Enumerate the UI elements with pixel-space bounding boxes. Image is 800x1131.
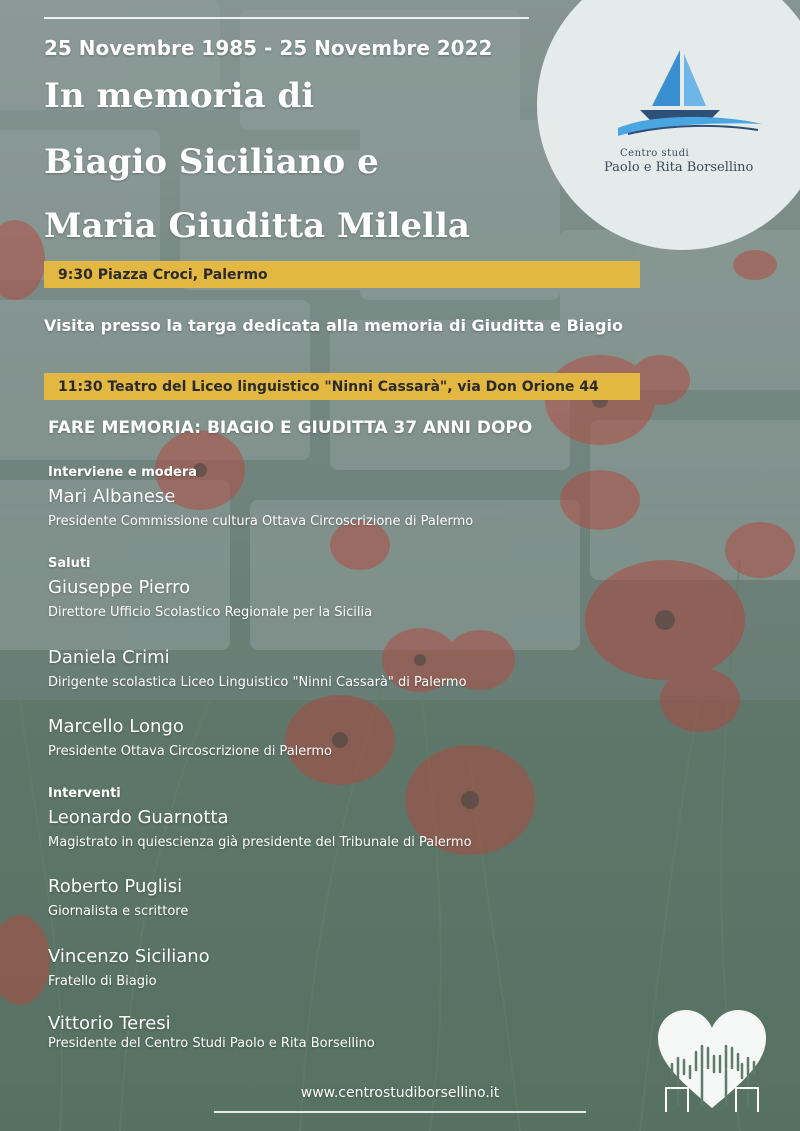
speaker-description: Presidente del Centro Studi Paolo e Rita Borsellino	[48, 1036, 375, 1051]
speaker-name: Giuseppe Pierro	[48, 577, 191, 598]
speaker-description: Fratello di Biagio	[48, 974, 157, 989]
conference-time-label: 11:30 Teatro del Liceo linguistico "Ninni Cassarà", via Don Orione 44	[58, 378, 599, 395]
speaker-description: Presidente Ottava Circoscrizione di Palermo	[48, 744, 333, 759]
date-range: 25 Novembre 1985 - 25 Novembre 2022	[44, 36, 493, 60]
speaker-name: Marcello Longo	[48, 716, 184, 737]
title-line-3: Maria Giuditta Milella	[44, 206, 470, 246]
speaker-role: Interviene e modera	[48, 465, 198, 480]
title-line-2: Biagio Siciliano e	[44, 142, 379, 182]
morning-time-label: 9:30 Piazza Croci, Palermo	[58, 266, 268, 283]
sailboat-logo-icon	[610, 44, 770, 144]
speaker-name: Daniela Crimi	[48, 647, 170, 668]
morning-description: Visita presso la targa dedicata alla memoria di Giuditta e Biagio	[44, 316, 623, 335]
bottom-divider	[214, 1111, 586, 1113]
morning-time-bar	[44, 261, 640, 288]
conference-heading: FARE MEMORIA: BIAGIO E GIUDITTA 37 ANNI DOPO	[48, 418, 533, 438]
title-line-1: In memoria di	[44, 76, 315, 116]
conference-time-bar	[44, 373, 640, 400]
speaker-name: Roberto Puglisi	[48, 876, 183, 897]
speaker-description: Direttore Ufficio Scolastico Regionale per la Sicilia	[48, 605, 373, 620]
speaker-description: Dirigente scolastica Liceo Linguistico "Ninni Cassarà" di Palermo	[48, 675, 467, 690]
top-divider	[44, 17, 529, 19]
speaker-name: Mari Albanese	[48, 486, 176, 507]
speaker-name: Vittorio Teresi	[48, 1013, 171, 1034]
logo-line1: Centro studi	[620, 148, 690, 159]
speaker-name: Leonardo Guarnotta	[48, 807, 229, 828]
speaker-role: Saluti	[48, 556, 91, 571]
speaker-description: Giornalista e scrittore	[48, 904, 189, 919]
speaker-description: Presidente Commissione cultura Ottava Circoscrizione di Palermo	[48, 514, 474, 529]
logo-line2: Paolo e Rita Borsellino	[604, 160, 754, 175]
speaker-name: Vincenzo Siciliano	[48, 946, 210, 967]
footer-website[interactable]: www.centrostudiborsellino.it	[300, 1085, 500, 1101]
speaker-role: Interventi	[48, 786, 121, 801]
speaker-description: Magistrato in quiescienza già presidente del Tribunale di Palermo	[48, 835, 472, 850]
